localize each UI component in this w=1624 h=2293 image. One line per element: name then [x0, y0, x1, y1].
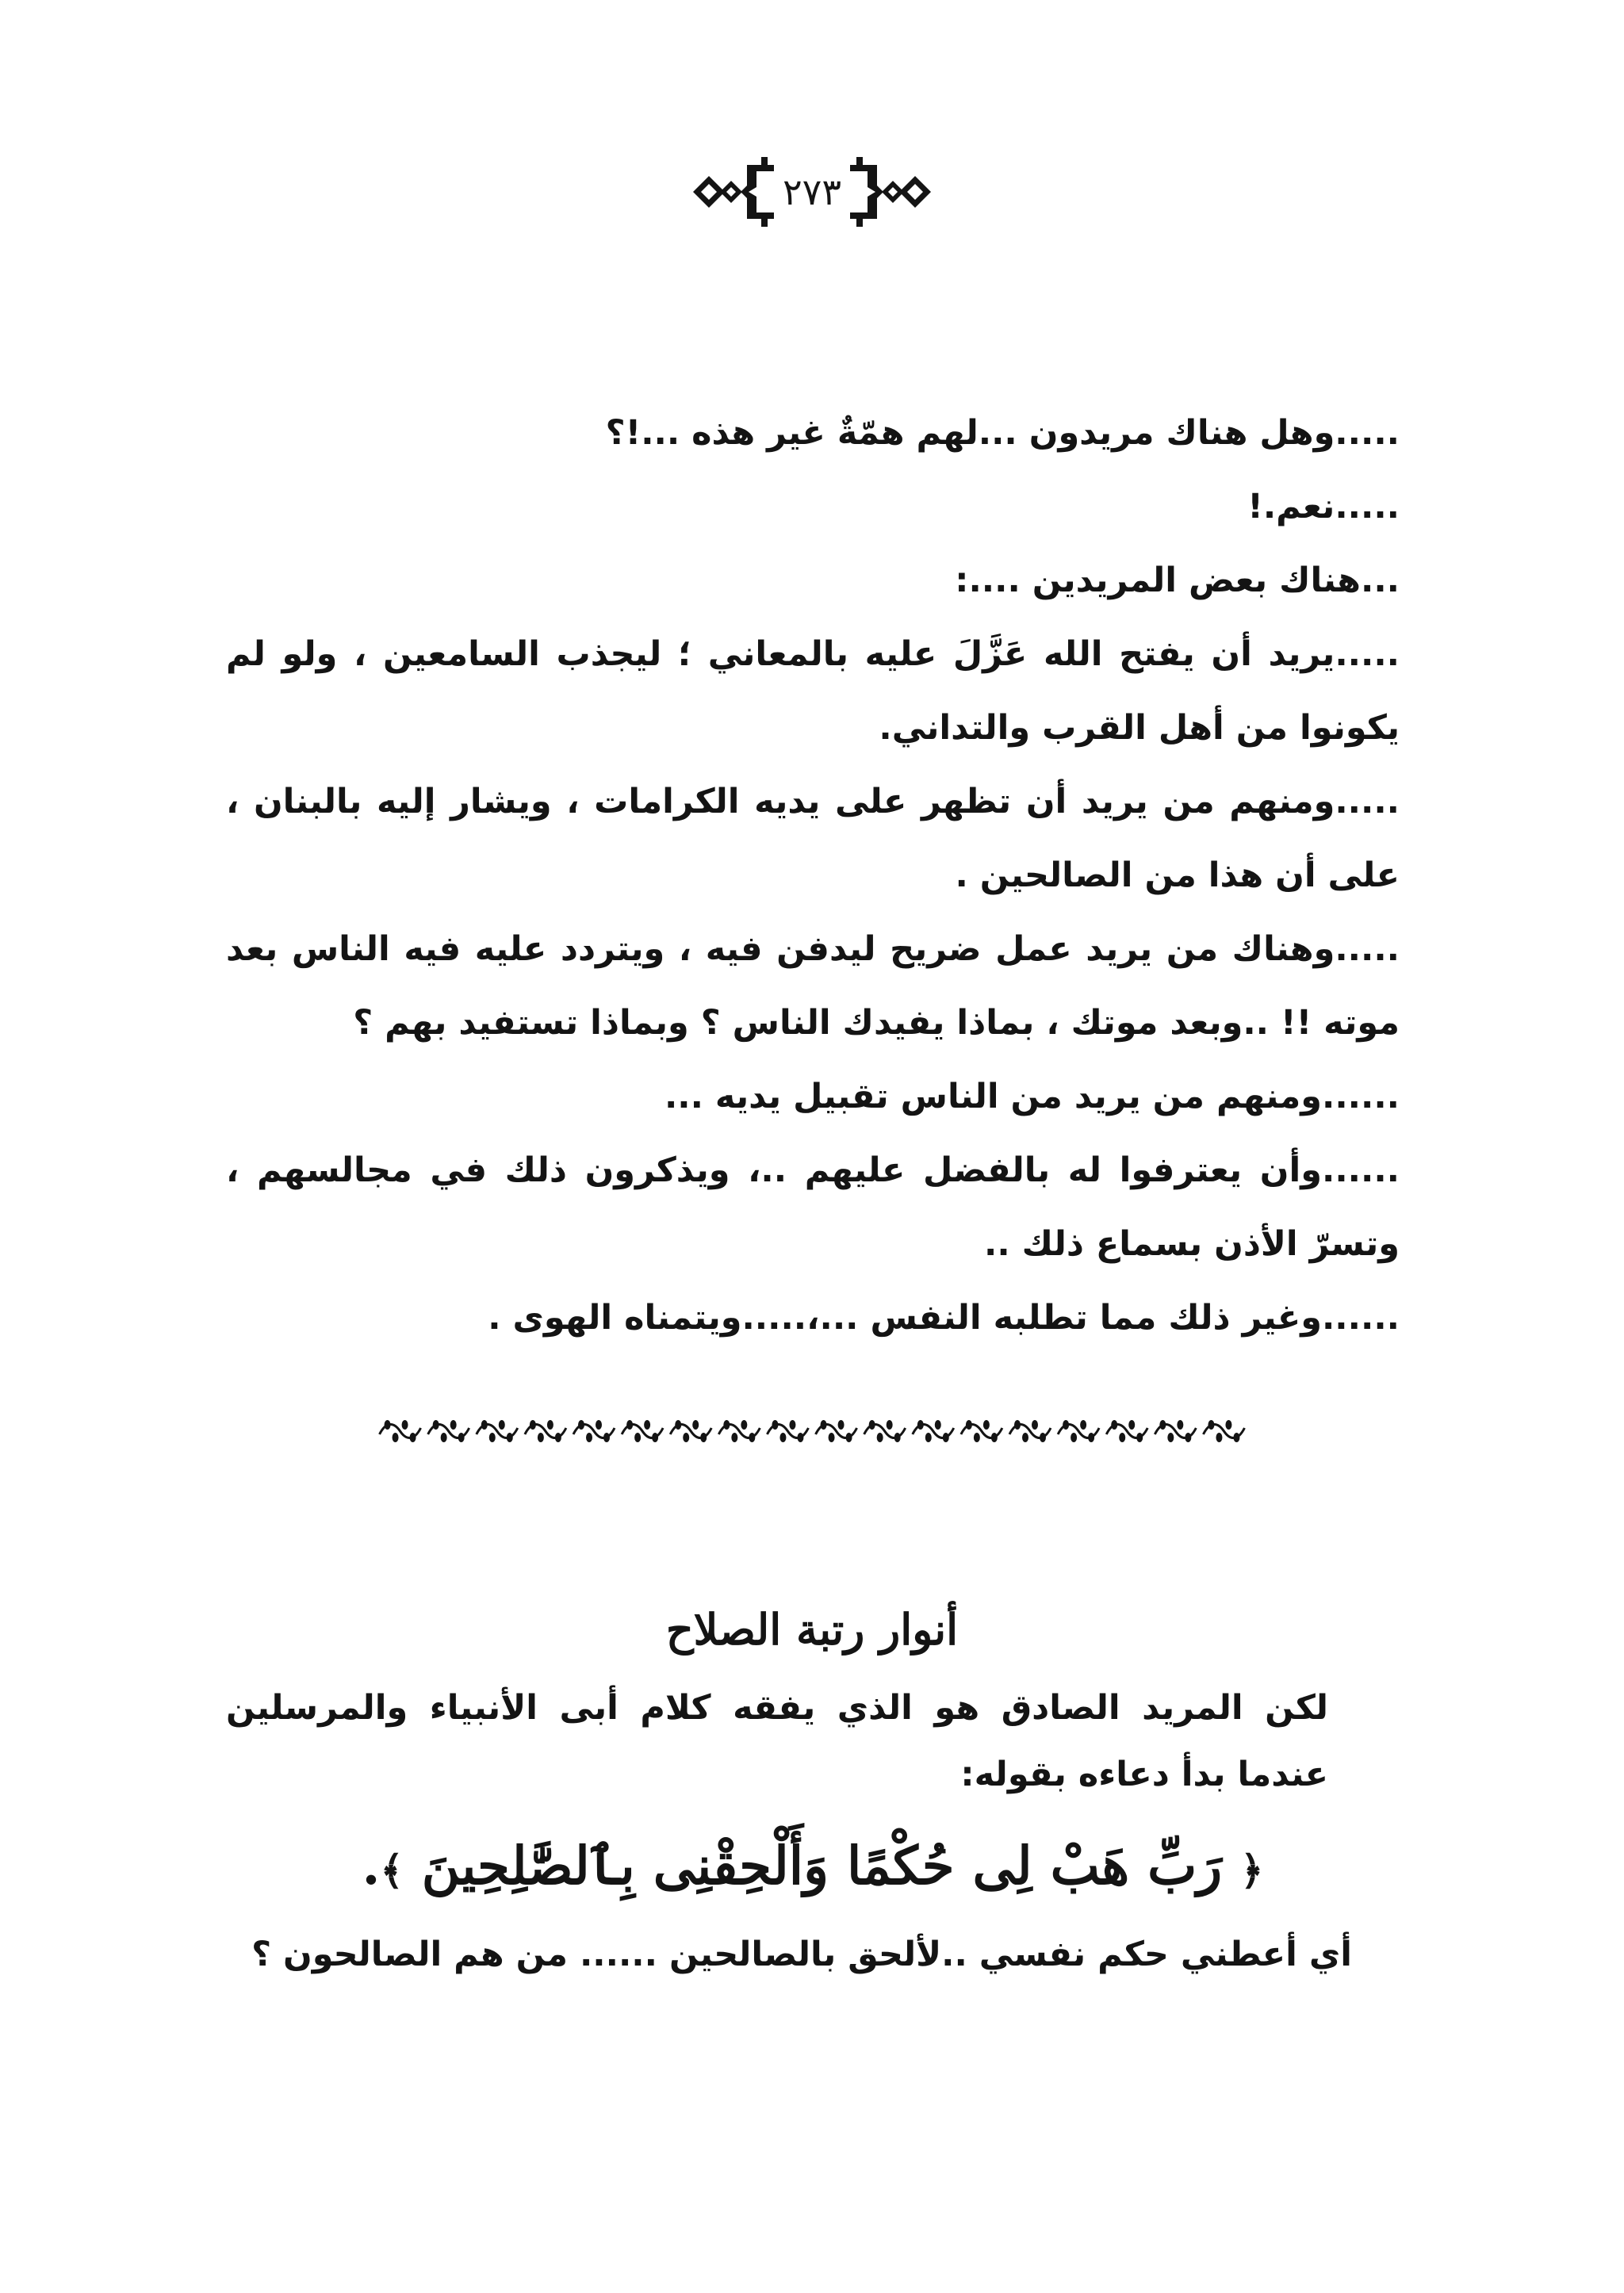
floral-motif [816, 1420, 857, 1442]
page-header [0, 143, 1624, 238]
right-bracket-ornament [850, 157, 883, 227]
quran-verse [226, 1822, 1400, 1914]
ornamental-separator [0, 1415, 1624, 1447]
floral-motif [670, 1420, 711, 1442]
floral-motif [477, 1420, 518, 1442]
left-bracket-ornament [741, 157, 774, 227]
explanation-text [226, 1919, 1400, 1990]
paragraph: .....ومنهم من يريد أن تظهر على يديه الكرامات ، ويشار إليه بالبنان ، على أن هذا من الصالحين . [226, 782, 1400, 895]
floral-motif [1155, 1420, 1196, 1442]
floral-motif [573, 1420, 615, 1442]
verse-close-bracket: ﴾ [380, 1847, 404, 1893]
floral-motif [1009, 1420, 1051, 1442]
floral-motif [525, 1420, 566, 1442]
paragraph: .....يريد أن يفتح الله عَزَّلَ عليه بالمعاني ؛ ليجذب السامعين ، ولو لم يكونوا من أهل القرب والتداني. [226, 634, 1400, 748]
floral-motif [1106, 1420, 1147, 1442]
section-title: أنوار رتبة الصلاح [665, 1604, 959, 1655]
main-text [226, 396, 1400, 1355]
floral-motif [767, 1420, 808, 1442]
intro-paragraph: لكن المريد الصادق هو الذي يفقه كلام أبى الأنبياء والمرسلين عندما بدأ دعاءه بقوله: [226, 1688, 1328, 1794]
section-intro [226, 1675, 1400, 1808]
explanation-paragraph: أي أعطني حكم نفسي ..لألحق بالصالحين ...... من هم الصالحون ؟ [251, 1935, 1352, 1974]
floral-motif [864, 1420, 906, 1442]
verse-end-mark: . [362, 1835, 381, 1897]
floral-motif [1203, 1420, 1244, 1442]
floral-divider [376, 1415, 1248, 1447]
paragraph: .....وهناك من يريد عمل ضريح ليدفن فيه ، ويتردد عليه فيه الناس بعد موته !! ..وبعد موتك ، بماذا يفيدك الناس ؟ وبماذا تستفيد بهم ؟ [226, 929, 1400, 1043]
floral-motif [380, 1420, 421, 1442]
floral-motif [718, 1420, 760, 1442]
floral-motif [1058, 1420, 1099, 1442]
paragraph: ......ومنهم من يريد من الناس تقبيل يديه ... [664, 1077, 1400, 1116]
paragraph: ...هناك بعض المريدين ....: [955, 561, 1400, 600]
page-number: ٢٧٣ [782, 170, 842, 213]
paragraph: .....وهل هناك مريدون ...لهم همّةٌ غير هذه ...!؟ [605, 413, 1400, 453]
verse-open-bracket: ﴿ [1240, 1847, 1264, 1893]
right-diamond-ornament [882, 176, 931, 208]
verse-text: رَبِّ هَبْ لِى حُكْمًا وَأَلْحِقْنِى بِٱلصَّٰلِحِينَ [421, 1835, 1223, 1897]
floral-motif [428, 1420, 469, 1442]
paragraph: ......وأن يعترفوا له بالفضل عليهم ..، ويذكرون ذلك في مجالسهم ، وتسرّ الأذن بسماع ذلك .. [226, 1150, 1400, 1264]
paragraph: .....نعم.! [1247, 487, 1400, 526]
left-diamond-ornament [693, 176, 742, 208]
page-number-frame [685, 143, 939, 238]
floral-motif [913, 1420, 954, 1442]
floral-motif [622, 1420, 663, 1442]
paragraph: ......وغير ذلك مما تطلبه النفس ...،.....ويتمناه الهوى . [488, 1298, 1400, 1338]
floral-motif [961, 1420, 1002, 1442]
